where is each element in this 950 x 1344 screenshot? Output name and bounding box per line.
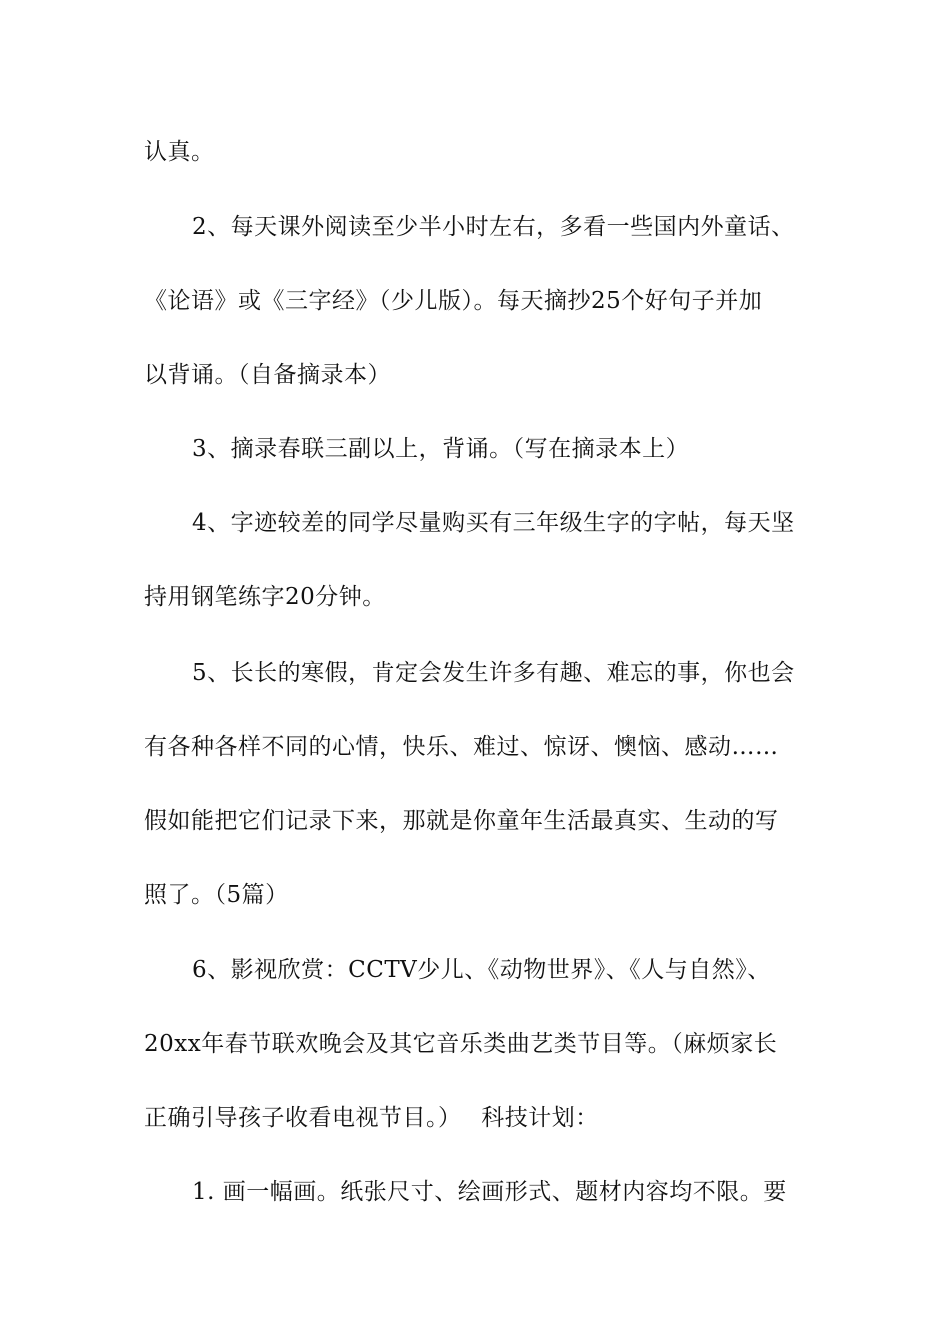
text-line: 20xx年春节联欢晚会及其它音乐类曲艺类节目等。（麻烦家长 bbox=[144, 1031, 778, 1057]
text-line: 照了。（5篇） bbox=[144, 882, 289, 908]
text-line: 有各种各样不同的心情，快乐、难过、惊讶、懊恼、感动…… bbox=[144, 734, 779, 760]
text-line: 6、影视欣赏：CCTV少儿、《动物世界》、《人与自然》、 bbox=[192, 957, 771, 983]
text-line: 正确引导孩子收看电视节目。） 科技计划： bbox=[144, 1105, 599, 1131]
text-line: 认真。 bbox=[144, 139, 215, 165]
text-line: 2、每天课外阅读至少半小时左右，多看一些国内外童话、 bbox=[192, 214, 795, 240]
text-line: 《论语》或《三字经》（少儿版）。每天摘抄25个好句子并加 bbox=[144, 288, 763, 314]
text-line: 假如能把它们记录下来，那就是你童年生活最真实、生动的写 bbox=[144, 808, 779, 834]
text-line: 5、长长的寒假，肯定会发生许多有趣、难忘的事，你也会 bbox=[192, 660, 795, 686]
text-line: 以背诵。（自备摘录本） bbox=[144, 362, 391, 388]
text-line: 4、字迹较差的同学尽量购买有三年级生字的字帖，每天坚 bbox=[192, 510, 795, 536]
text-line: 持用钢笔练字20分钟。 bbox=[144, 584, 386, 610]
text-line: 3、摘录春联三副以上，背诵。（写在摘录本上） bbox=[192, 436, 690, 462]
text-line: 1. 画一幅画。纸张尺寸、绘画形式、题材内容均不限。要 bbox=[192, 1179, 787, 1205]
